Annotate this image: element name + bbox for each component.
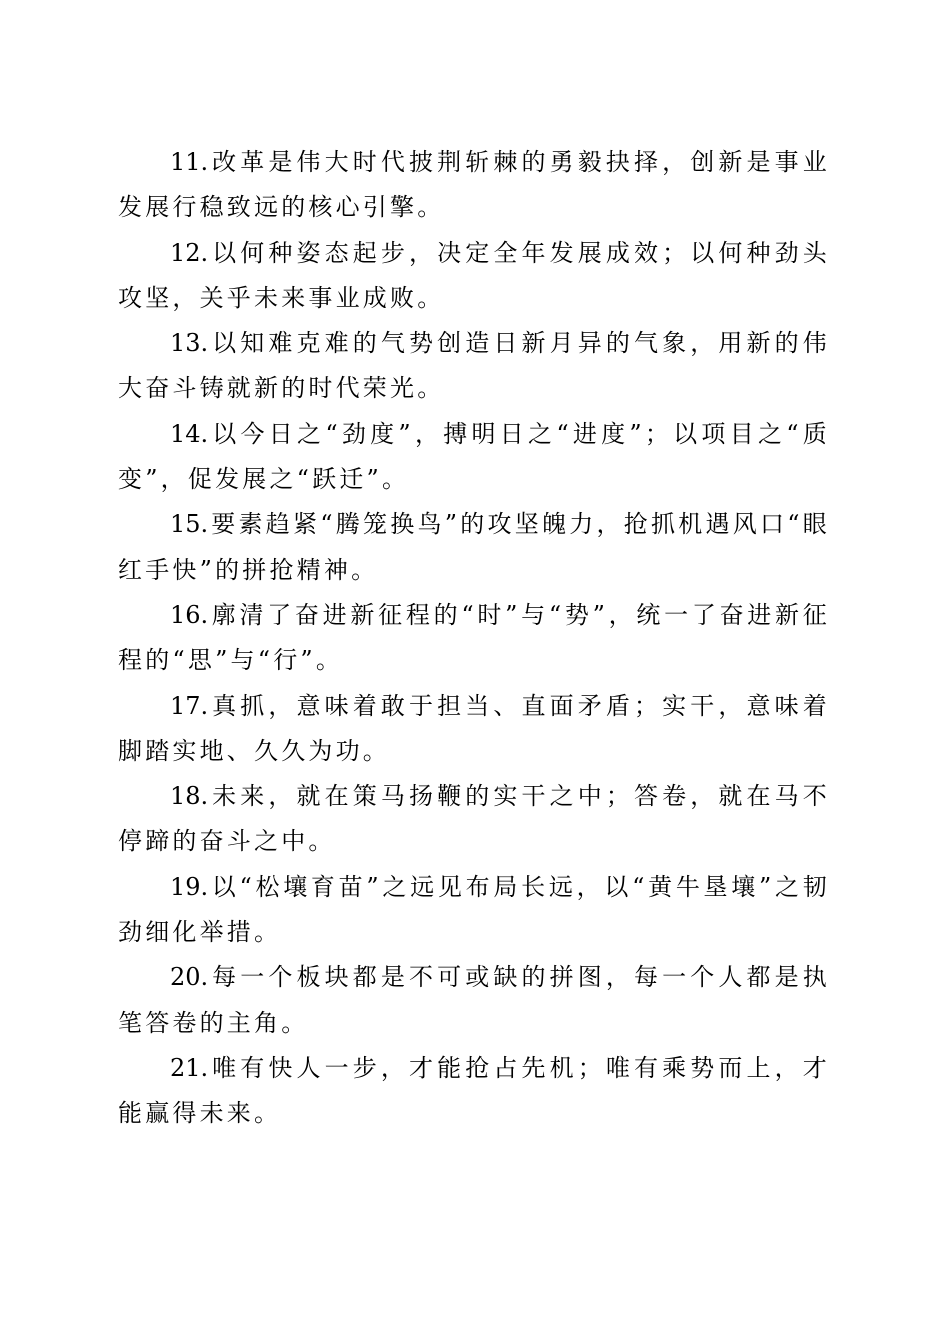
paragraph-number: 12. bbox=[170, 238, 209, 267]
paragraph-12 bbox=[118, 231, 830, 322]
paragraph-18 bbox=[118, 774, 830, 865]
paragraph-text: 唯有快人一步，才能抢占先机；唯有乘势而上，才能赢得未来。 bbox=[118, 1053, 830, 1128]
paragraph-text: 真抓，意味着敢于担当、直面矛盾；实干，意味着脚踏实地、久久为功。 bbox=[118, 691, 830, 765]
paragraph-text: 未来，就在策马扬鞭的实干之中；答卷，就在马不停蹄的奋斗之中。 bbox=[118, 782, 830, 856]
paragraph-text: 以“松壤育苗”之远见布局长远，以“黄牛垦壤”之韧劲细化举措。 bbox=[118, 872, 830, 947]
paragraph-number: 18. bbox=[170, 782, 209, 811]
paragraph-number: 21. bbox=[170, 1053, 209, 1082]
paragraph-15 bbox=[118, 502, 830, 593]
paragraph-text: 以何种姿态起步，决定全年发展成效；以何种劲头攻坚，关乎未来事业成败。 bbox=[118, 238, 830, 312]
paragraph-text: 要素趋紧“腾笼换鸟”的攻坚魄力，抢抓机遇风口“眼红手快”的拼抢精神。 bbox=[118, 510, 830, 584]
paragraph-text: 每一个板块都是不可或缺的拼图，每一个人都是执笔答卷的主角。 bbox=[118, 963, 830, 1037]
document-body bbox=[118, 140, 830, 1137]
paragraph-20 bbox=[118, 955, 830, 1046]
paragraph-number: 14. bbox=[170, 419, 209, 448]
paragraph-number: 13. bbox=[170, 329, 209, 358]
paragraph-number: 20. bbox=[170, 963, 209, 992]
paragraph-number: 17. bbox=[170, 691, 209, 720]
paragraph-number: 15. bbox=[170, 510, 209, 539]
paragraph-13 bbox=[118, 321, 830, 412]
paragraph-text: 以今日之“劲度”，搏明日之“进度”；以项目之“质变”，促发展之“跃迁”。 bbox=[118, 419, 830, 494]
paragraph-14 bbox=[118, 412, 830, 503]
paragraph-number: 19. bbox=[170, 872, 209, 901]
paragraph-21 bbox=[118, 1046, 830, 1137]
paragraph-17 bbox=[118, 684, 830, 775]
paragraph-text: 廓清了奋进新征程的“时”与“势”，统一了奋进新征程的“思”与“行”。 bbox=[118, 600, 830, 675]
paragraph-text: 以知难克难的气势创造日新月异的气象，用新的伟大奋斗铸就新的时代荣光。 bbox=[118, 329, 830, 403]
paragraph-16 bbox=[118, 593, 830, 684]
paragraph-number: 16. bbox=[170, 600, 209, 629]
paragraph-text: 改革是伟大时代披荆斩棘的勇毅抉择，创新是事业发展行稳致远的核心引擎。 bbox=[118, 148, 830, 222]
paragraph-19 bbox=[118, 865, 830, 956]
paragraph-11 bbox=[118, 140, 830, 231]
paragraph-number: 11. bbox=[170, 148, 209, 176]
